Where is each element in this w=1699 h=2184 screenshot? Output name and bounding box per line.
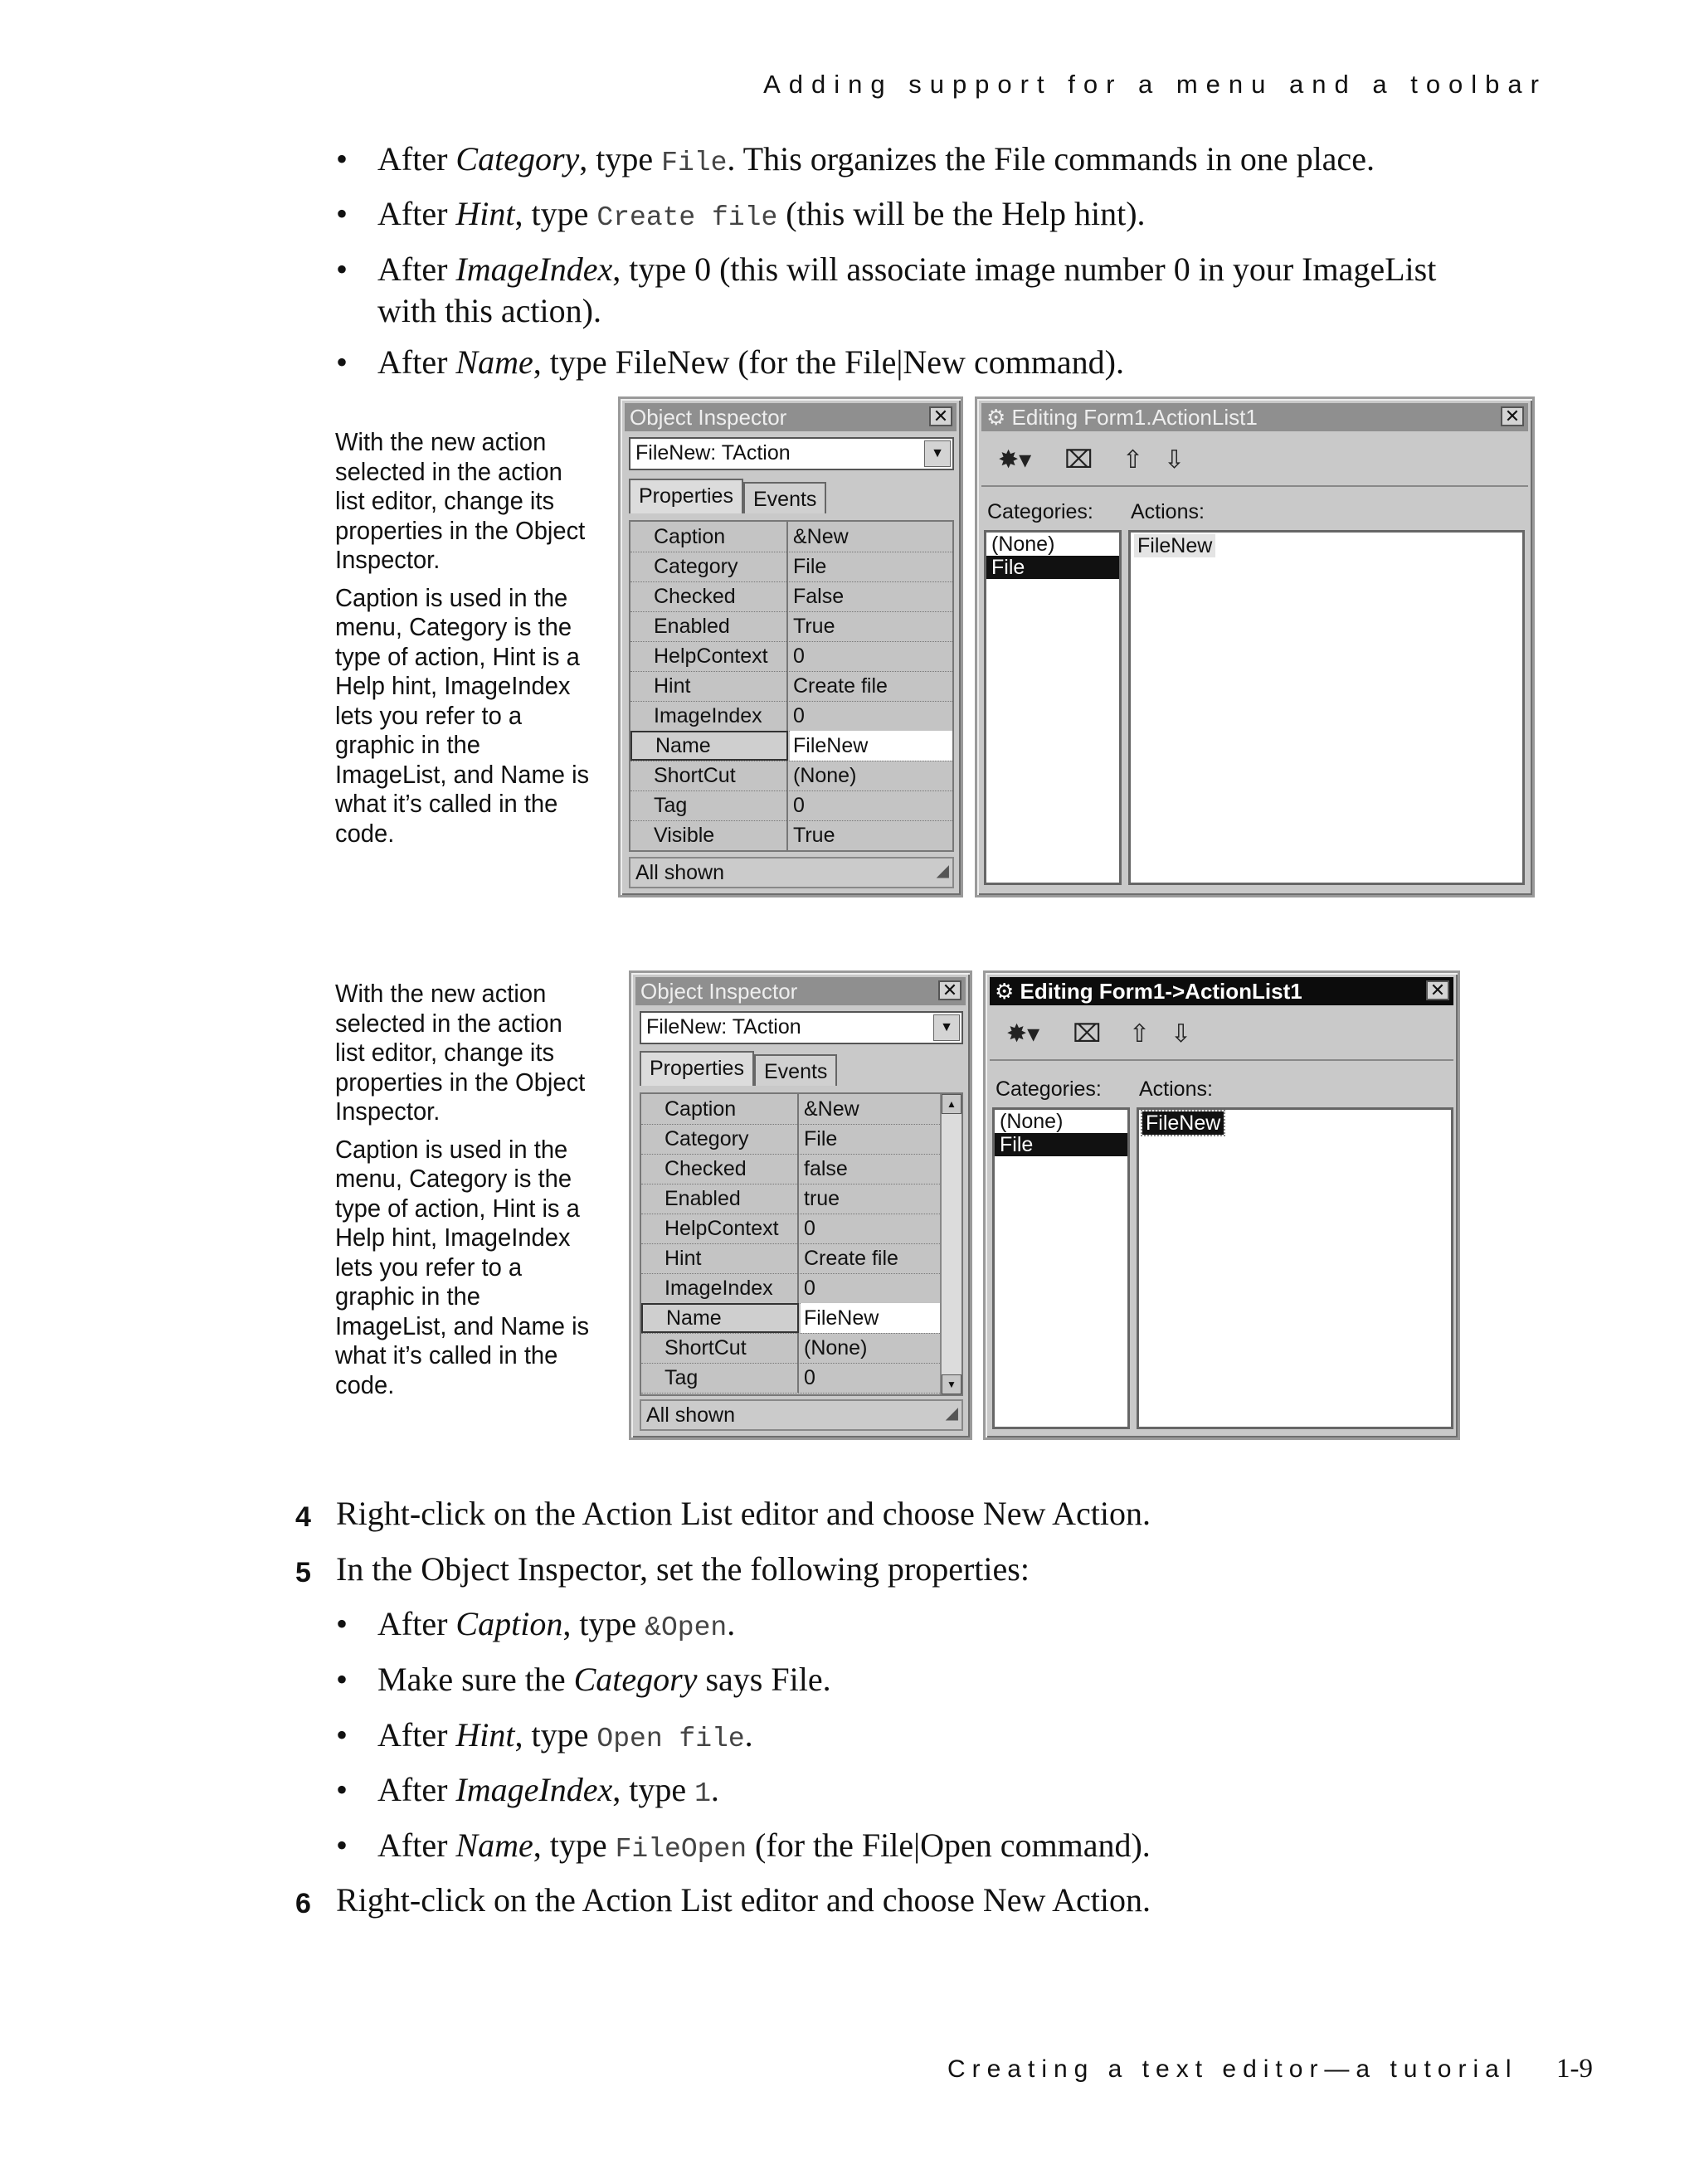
property-row[interactable]: Hint Create file <box>641 1243 942 1274</box>
list-item-selected[interactable]: File <box>995 1133 1127 1156</box>
property-row[interactable]: Enabled True <box>630 611 952 642</box>
tab-properties[interactable]: Properties <box>629 479 743 513</box>
delete-action-icon[interactable]: ⌧ <box>1064 446 1093 474</box>
property-row[interactable]: ImageIndex 0 <box>630 701 952 732</box>
property-row[interactable]: Category File <box>641 1124 942 1155</box>
delete-action-icon[interactable]: ⌧ <box>1073 1020 1102 1048</box>
page-footer <box>947 2054 1593 2084</box>
resize-grip-icon[interactable]: ◢ <box>945 1404 958 1423</box>
step-6-text: Right-click on the Action List editor and choose New Action. <box>336 1881 1151 1919</box>
property-row[interactable]: Hint Create file <box>630 671 952 702</box>
tab-properties[interactable]: Properties <box>640 1051 754 1086</box>
status-bar: All shown ◢ <box>629 857 954 888</box>
editor-toolbar <box>990 1009 1453 1061</box>
list-item[interactable]: FileNew <box>1134 534 1215 557</box>
property-row[interactable]: Checked false <box>641 1154 942 1184</box>
move-up-icon[interactable]: ⇧ <box>1122 446 1144 474</box>
property-row[interactable]: Caption &New <box>630 522 952 552</box>
scroll-down-icon[interactable]: ▼ <box>942 1374 961 1394</box>
step-5-text: In the Object Inspector, set the following properties: <box>336 1550 1030 1588</box>
close-icon[interactable]: ✕ <box>938 980 961 1000</box>
vertical-scrollbar[interactable] <box>940 1094 961 1394</box>
tab-events[interactable]: Events <box>743 482 826 513</box>
tab-events[interactable]: Events <box>754 1054 837 1086</box>
actions-label: Actions: <box>1139 1077 1213 1101</box>
status-bar: All shown ◢ <box>640 1399 963 1431</box>
list-item[interactable]: (None) <box>1000 1110 1064 1133</box>
property-row[interactable]: ShortCut (None) <box>630 761 952 791</box>
list-item-selected[interactable]: File <box>986 556 1119 579</box>
property-row[interactable]: Category File <box>630 552 952 582</box>
categories-label: Categories: <box>987 500 1093 523</box>
caption-para-2: Caption is used in the menu, Category is the type of action, Hint is a Help hint, ImageIndex lets you refer to a graphic in the ImageList, and Name is what it’s called in the code. <box>335 582 590 848</box>
property-row[interactable]: Caption &New <box>641 1094 942 1125</box>
property-row[interactable]: ImageIndex 0 <box>641 1273 942 1304</box>
object-inspector-1 <box>618 396 963 897</box>
step-4: 4 <box>295 1501 311 1533</box>
property-row[interactable]: HelpContext 0 <box>630 641 952 672</box>
actions-list[interactable] <box>1137 1107 1453 1429</box>
resize-grip-icon[interactable]: ◢ <box>936 862 949 880</box>
figure-1-caption <box>335 427 592 856</box>
footer-title: Creating a text editor—a tutorial <box>947 2055 1518 2083</box>
close-icon[interactable]: ✕ <box>929 406 952 426</box>
property-row-selected[interactable]: Name FileNew <box>641 1303 942 1334</box>
property-row[interactable]: Tag 0 <box>641 1363 942 1394</box>
property-row[interactable]: Checked False <box>630 581 952 612</box>
object-selector[interactable]: FileNew: TAction ▼ <box>629 437 954 470</box>
property-grid <box>640 1092 963 1396</box>
property-row[interactable]: ShortCut (None) <box>641 1333 942 1364</box>
caption-para-1: With the new action selected in the action list editor, change its properties in the Object Inspector. <box>335 979 586 1126</box>
new-action-icon[interactable]: ✸▾ <box>998 446 1032 474</box>
scroll-up-icon[interactable]: ▲ <box>942 1094 961 1114</box>
page-number: 1-9 <box>1556 2054 1593 2084</box>
caption-para-2: Caption is used in the menu, Category is the type of action, Hint is a Help hint, ImageIndex lets you refer to a graphic in the ImageList, and Name is what it’s called in the code. <box>335 1134 590 1399</box>
close-icon[interactable]: ✕ <box>1426 980 1449 1000</box>
actions-label: Actions: <box>1131 500 1205 523</box>
caption-para-1: With the new action selected in the action list editor, change its properties in the Object Inspector. <box>335 427 586 574</box>
move-down-icon[interactable]: ⇩ <box>1171 1020 1192 1048</box>
list-item[interactable]: (None) <box>991 533 1055 556</box>
move-down-icon[interactable]: ⇩ <box>1164 446 1185 474</box>
object-selector[interactable]: FileNew: TAction ▼ <box>640 1011 963 1044</box>
categories-list[interactable] <box>992 1107 1130 1429</box>
editor-toolbar <box>981 435 1528 487</box>
step-6: 6 <box>295 1888 311 1919</box>
inspector-2-titlebar: Object Inspector ✕ <box>635 977 966 1005</box>
step-4-text: Right-click on the Action List editor and choose New Action. <box>336 1495 1151 1532</box>
editor-1-titlebar: ⚙ Editing Form1.ActionList1 ✕ <box>981 403 1528 431</box>
categories-list[interactable] <box>984 530 1122 885</box>
property-row[interactable]: Tag 0 <box>630 790 952 821</box>
property-row[interactable]: Visible True <box>630 820 952 851</box>
chevron-down-icon[interactable]: ▼ <box>933 1014 960 1041</box>
close-icon[interactable]: ✕ <box>1501 406 1524 426</box>
property-row[interactable]: HelpContext 0 <box>641 1214 942 1244</box>
inspector-1-titlebar: Object Inspector ✕ <box>625 403 957 431</box>
property-row[interactable]: Enabled true <box>641 1184 942 1214</box>
move-up-icon[interactable]: ⇧ <box>1129 1020 1151 1048</box>
running-head: Adding support for a menu and a toolbar <box>763 70 1547 99</box>
chevron-down-icon[interactable]: ▼ <box>924 440 951 467</box>
list-item-selected[interactable]: FileNew <box>1142 1111 1224 1135</box>
action-list-editor-1 <box>975 396 1535 897</box>
object-inspector-2 <box>629 970 972 1440</box>
editor-2-titlebar: ⚙ Editing Form1->ActionList1 ✕ <box>990 977 1453 1005</box>
property-grid <box>629 520 954 852</box>
action-list-editor-2 <box>983 970 1460 1440</box>
figure-2-caption <box>335 979 592 1408</box>
new-action-icon[interactable]: ✸▾ <box>1006 1020 1040 1048</box>
actions-list[interactable] <box>1128 530 1525 885</box>
editor-app-icon: ⚙ <box>995 979 1020 1004</box>
property-row-selected[interactable]: Name FileNew <box>630 731 952 761</box>
editor-app-icon: ⚙ <box>986 405 1012 430</box>
categories-label: Categories: <box>996 1077 1102 1101</box>
step-5: 5 <box>295 1557 311 1588</box>
